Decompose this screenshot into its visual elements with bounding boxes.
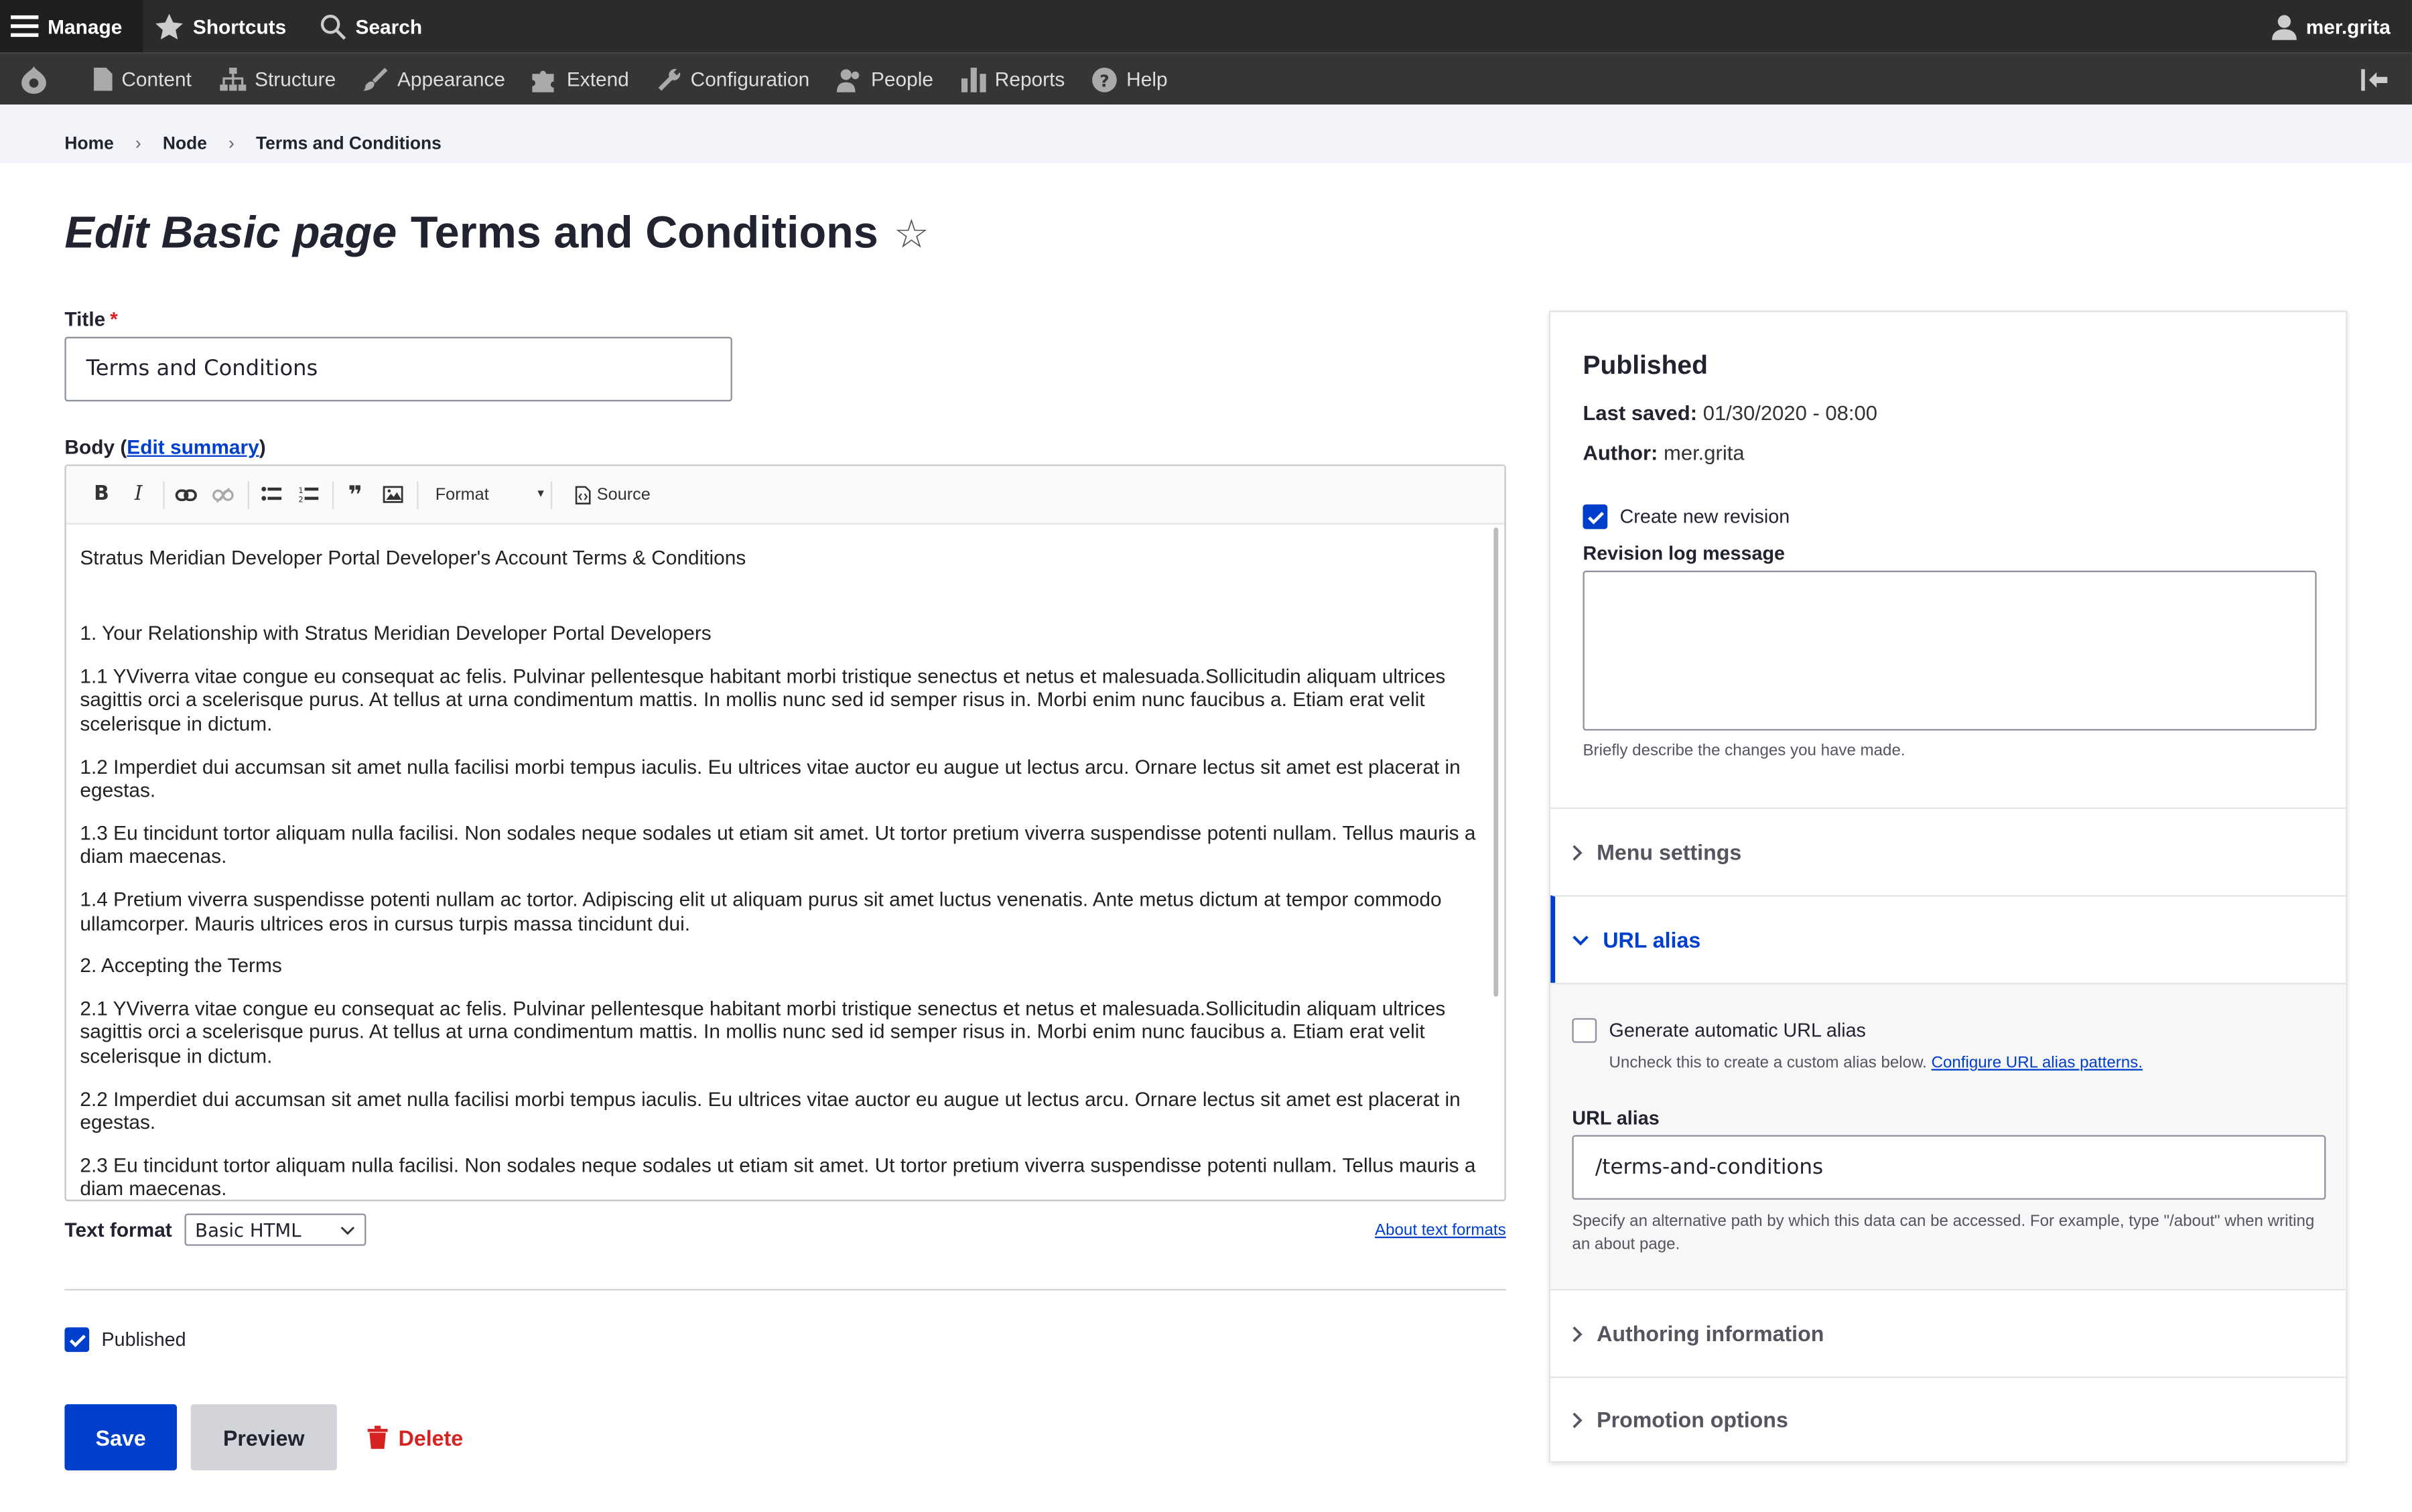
meta-sidebar bbox=[1549, 311, 2348, 1463]
published-label: Published bbox=[101, 1328, 186, 1351]
tray-item-reports[interactable] bbox=[947, 53, 1079, 105]
published-toggle[interactable] bbox=[64, 1327, 1505, 1352]
tray-item-label: Structure bbox=[255, 68, 336, 91]
author: Author: mer.grita bbox=[1583, 441, 1745, 465]
source-button[interactable] bbox=[576, 485, 651, 504]
text-format-select[interactable] bbox=[184, 1213, 366, 1245]
blockquote-icon[interactable]: ❞ bbox=[348, 480, 363, 509]
bold-icon[interactable]: B bbox=[94, 482, 109, 506]
page-title-name: Terms and Conditions bbox=[410, 209, 878, 259]
tray-item-label: Appearance bbox=[397, 68, 506, 91]
bulleted-list-icon[interactable] bbox=[254, 478, 288, 512]
numbered-list-icon[interactable] bbox=[291, 478, 325, 512]
title-input[interactable]: Terms and Conditions bbox=[64, 337, 732, 401]
tray-item-structure[interactable] bbox=[206, 53, 350, 105]
tray-item-label: Reports bbox=[994, 68, 1065, 91]
authoring-information-toggle[interactable] bbox=[1550, 1289, 2346, 1377]
checkbox-checked-icon[interactable] bbox=[64, 1327, 89, 1352]
checkbox-checked-icon[interactable] bbox=[1583, 504, 1607, 529]
url-alias-title: URL alias bbox=[1603, 927, 1701, 953]
tray-item-extend[interactable] bbox=[519, 53, 643, 105]
content-paragraph: 1.2 Imperdiet dui accumsan sit amet nulla facilisi morbi tempus iaculis. Eu ultrices vitae auctor eu augue ut lectus arcu. Ornare lectus sit amet est placerat in egestas. bbox=[80, 754, 1461, 802]
drupal-logo-icon[interactable] bbox=[0, 53, 80, 105]
generate-alias-note: Uncheck this to create a custom alias below. Configure URL alias patterns. bbox=[1609, 1053, 2143, 1073]
unlink-icon[interactable] bbox=[206, 478, 241, 512]
svg-text:?: ? bbox=[1099, 70, 1110, 90]
content-paragraph bbox=[80, 579, 1485, 604]
revision-log-textarea[interactable] bbox=[1583, 571, 2316, 731]
user-icon bbox=[2272, 13, 2297, 40]
node-form bbox=[64, 307, 1505, 1470]
configure-alias-patterns-link[interactable]: Configure URL alias patterns. bbox=[1931, 1053, 2143, 1073]
search-icon bbox=[320, 13, 346, 40]
text-format-label: Text format bbox=[64, 1218, 172, 1241]
people-icon bbox=[838, 67, 862, 92]
link-icon[interactable] bbox=[170, 478, 204, 512]
delete-button[interactable] bbox=[368, 1425, 463, 1450]
edit-summary-link[interactable]: Edit summary bbox=[127, 435, 259, 459]
chevron-down-icon bbox=[340, 1225, 355, 1235]
revision-log-label: Revision log message bbox=[1583, 543, 1785, 565]
generate-alias-toggle[interactable] bbox=[1572, 1018, 2324, 1043]
editor-scrollbar[interactable] bbox=[1493, 527, 1498, 996]
content-paragraph: 1.3 Eu tincidunt tortor aliquam nulla facilisi. Non sodales neque sodales ut etiam sit amet. Ut tortor pretium viverra suspendisse potenti nullam. Tellus mauris a diam maecenas. bbox=[80, 821, 1476, 868]
breadcrumb-node[interactable]: Node bbox=[162, 135, 207, 154]
about-text-formats-link[interactable]: About text formats bbox=[1375, 1220, 1506, 1239]
tray-item-label: Content bbox=[121, 68, 192, 91]
content-paragraph: 2.1 YViverra vitae congue eu consequat ac felis. Pulvinar pellentesque habitant morbi tristique senectus et netus et malesuada.Sollicitudin aliquam ultrices sagittis orci a scelerisque purus. At tellus at urna condimentum mattis. In mollis nunc sed id semper risus in. Morbi enim nunc faucibus a. Etiam erat velit scelerisque in dictum. bbox=[80, 996, 1446, 1068]
format-dropdown-label: Format bbox=[435, 485, 489, 504]
create-revision-label: Create new revision bbox=[1619, 506, 1790, 528]
generate-alias-label: Generate automatic URL alias bbox=[1609, 1020, 1866, 1042]
promotion-options-label: Promotion options bbox=[1597, 1407, 1788, 1432]
text-format-value: Basic HTML bbox=[195, 1219, 302, 1241]
delete-label: Delete bbox=[398, 1425, 464, 1450]
breadcrumb-separator: › bbox=[135, 135, 141, 154]
menu-settings-toggle[interactable] bbox=[1550, 807, 2346, 895]
svg-text:1: 1 bbox=[297, 485, 303, 495]
tray-item-label: People bbox=[871, 68, 933, 91]
editor-content[interactable] bbox=[80, 531, 1485, 1200]
body-editor bbox=[64, 464, 1505, 1201]
breadcrumb-separator: › bbox=[228, 135, 234, 154]
save-button[interactable]: Save bbox=[64, 1404, 177, 1470]
search-label: Search bbox=[355, 14, 423, 38]
breadcrumb bbox=[0, 105, 2412, 163]
source-label: Source bbox=[596, 485, 651, 504]
url-alias-description: Specify an alternative path by which this data can be accessed. For example, type "/about" when writing an about page. bbox=[1572, 1212, 2315, 1254]
source-icon bbox=[576, 485, 591, 504]
manage-button[interactable] bbox=[0, 0, 143, 52]
create-revision-toggle[interactable] bbox=[1583, 504, 2314, 529]
file-icon bbox=[94, 68, 113, 90]
title-field-label: Title * bbox=[64, 307, 118, 331]
url-alias-toggle[interactable] bbox=[1550, 895, 2346, 983]
svg-text:2: 2 bbox=[297, 494, 303, 504]
user-menu[interactable] bbox=[2272, 13, 2412, 40]
tray-item-configuration[interactable] bbox=[643, 53, 823, 105]
manage-label: Manage bbox=[48, 14, 123, 38]
checkbox-unchecked-icon[interactable] bbox=[1572, 1018, 1597, 1043]
text-format-row bbox=[64, 1213, 1505, 1245]
url-alias-panel bbox=[1550, 983, 2346, 1289]
content-paragraph: 1.4 Pretium viverra suspendisse potenti nullam ac tortor. Adipiscing elit ut aliquam purus sit amet luctus venenatis. Ante metus dictum at tempor commodo ullamcorper. Mauris ultrices eros in cursus turpis massa tincidunt dui. bbox=[80, 887, 1442, 935]
search-button[interactable] bbox=[308, 0, 444, 52]
user-name: mer.grita bbox=[2305, 14, 2391, 38]
tray-item-label: Configuration bbox=[690, 68, 810, 91]
url-alias-field-label: URL alias bbox=[1572, 1107, 1660, 1129]
content-paragraph: 1.1 YViverra vitae congue eu consequat ac felis. Pulvinar pellentesque habitant morbi tristique senectus et netus et malesuada.Sollicitudin aliquam ultrices sagittis orci a scelerisque purus. At tellus at urna condimentum mattis. In mollis nunc sed id semper risus in. Morbi enim nunc faucibus a. Etiam erat velit scelerisque in dictum. bbox=[80, 664, 1446, 736]
required-marker: * bbox=[110, 307, 118, 331]
content-paragraph: Stratus Meridian Developer Portal Developer's Account Terms & Conditions bbox=[80, 546, 746, 569]
form-actions bbox=[64, 1404, 1505, 1470]
page-title bbox=[64, 209, 929, 260]
content-paragraph: 2.3 Eu tincidunt tortor aliquam nulla facilisi. Non sodales neque sodales ut etiam sit amet. Ut tortor pretium viverra suspendisse potenti nullam. Tellus mauris a diam maecenas. bbox=[80, 1153, 1476, 1200]
tray-item-label: Help bbox=[1126, 68, 1168, 91]
star-icon bbox=[156, 13, 184, 40]
chevron-right-icon bbox=[1572, 1325, 1583, 1342]
body-field-label: Body (Edit summary) bbox=[64, 435, 266, 459]
breadcrumb-home[interactable]: Home bbox=[64, 135, 114, 154]
shortcut-star-icon[interactable]: ☆ bbox=[893, 210, 930, 257]
tray-item-people[interactable] bbox=[823, 53, 947, 105]
format-dropdown[interactable] bbox=[436, 485, 546, 504]
last-saved: Last saved: 01/30/2020 - 08:00 bbox=[1583, 401, 1877, 425]
tray-item-content[interactable] bbox=[80, 53, 205, 105]
shortcuts-button[interactable] bbox=[143, 0, 308, 52]
collapse-tray-icon[interactable] bbox=[2348, 53, 2412, 105]
content-paragraph: 2. Accepting the Terms bbox=[80, 953, 282, 977]
tray-item-label: Extend bbox=[566, 68, 629, 91]
preview-button[interactable]: Preview bbox=[191, 1404, 337, 1470]
menu-settings-label: Menu settings bbox=[1597, 839, 1742, 865]
hamburger-icon bbox=[11, 15, 38, 37]
admin-tray bbox=[0, 52, 2412, 105]
entity-meta bbox=[1550, 312, 2346, 807]
breadcrumb-current[interactable]: Terms and Conditions bbox=[256, 135, 442, 154]
content-paragraph: 1. Your Relationship with Stratus Meridian Developer Portal Developers bbox=[80, 621, 712, 645]
trash-icon bbox=[368, 1426, 388, 1448]
image-icon[interactable] bbox=[375, 478, 409, 512]
paintbrush-icon bbox=[364, 67, 389, 92]
bar-chart-icon bbox=[961, 67, 986, 92]
chevron-down-icon bbox=[1572, 935, 1589, 945]
tray-item-help[interactable] bbox=[1079, 53, 1181, 105]
help-icon bbox=[1093, 67, 1118, 92]
authoring-information-label: Authoring information bbox=[1597, 1321, 1824, 1346]
admin-toolbar bbox=[0, 0, 2412, 52]
puzzle-icon bbox=[533, 67, 557, 92]
sitemap-icon bbox=[219, 68, 245, 90]
chevron-right-icon bbox=[1572, 843, 1583, 860]
editor-toolbar bbox=[66, 466, 1505, 525]
shortcuts-label: Shortcuts bbox=[192, 14, 287, 38]
page-title-prefix: Edit Basic page bbox=[64, 209, 397, 259]
revision-log-hint: Briefly describe the changes you have made. bbox=[1583, 741, 1905, 760]
content-paragraph: 2.2 Imperdiet dui accumsan sit amet nulla facilisi morbi tempus iaculis. Eu ultrices vitae auctor eu augue ut lectus arcu. Ornare lectus sit amet est placerat in egestas. bbox=[80, 1087, 1461, 1134]
italic-icon[interactable]: I bbox=[134, 482, 143, 506]
chevron-right-icon bbox=[1572, 1411, 1583, 1428]
divider bbox=[64, 1289, 1505, 1290]
tray-item-appearance[interactable] bbox=[350, 53, 519, 105]
caret-down-icon: ▼ bbox=[535, 489, 547, 500]
promotion-options-toggle[interactable] bbox=[1550, 1377, 2346, 1461]
url-alias-input[interactable]: /terms-and-conditions bbox=[1572, 1135, 2326, 1199]
publish-status: Published bbox=[1583, 350, 1708, 381]
wrench-icon bbox=[657, 67, 681, 92]
